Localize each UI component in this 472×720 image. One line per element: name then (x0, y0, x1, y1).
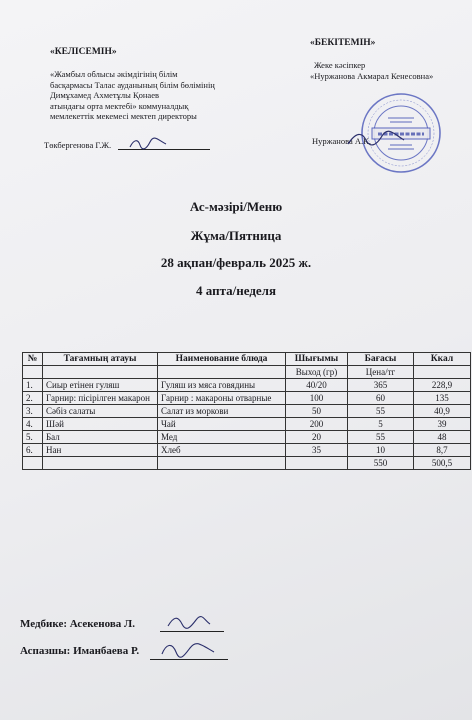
table-header-row (23, 353, 471, 366)
agreed-line: мемлекеттік мекемесі мектеп директоры (50, 111, 197, 121)
col-header-yield: Шығымы (286, 353, 348, 366)
col-header-number: № (23, 353, 43, 366)
table-row: 1. Сиыр етінен гуляш Гуляш из мяса говядины 40/20 365 228,9 (23, 379, 471, 392)
table-row: 2. Гарнир: пісірілген макарон Гарнир : макароны отварные 100 60 135 (23, 392, 471, 405)
cook-signature-icon (160, 640, 216, 660)
menu-table (22, 352, 471, 470)
agreed-org-text (50, 69, 280, 122)
subheader-yield: Выход (гр) (286, 366, 348, 379)
col-header-dish-ru: Наименование блюда (158, 353, 286, 366)
approved-heading: «БЕКІТЕМІН» (310, 38, 376, 48)
agreed-line: Димұхамед Ахметұлы Қонаев (50, 90, 159, 100)
agreed-line: басқармасы Талас ауданының білім бөлімінің (50, 79, 215, 90)
approver-signature-icon (346, 128, 406, 150)
col-header-dish-kz: Тағамның атауы (43, 353, 158, 366)
nurse-signature-icon (166, 614, 212, 632)
cook-signature-name: Аспазшы: Иманбаева Р. (20, 645, 140, 657)
col-header-price: Бағасы (348, 353, 414, 366)
nurse-signature-name: Медбике: Асекенова Л. (20, 618, 135, 630)
day-title: Жұма/Пятница (190, 228, 282, 243)
director-signature-icon (128, 136, 168, 152)
subheader-price: Цена/тг (348, 366, 414, 379)
menu-title: Ас-мәзірі/Меню (189, 199, 283, 214)
approved-name: «Нуржанова Акмарал Кенесовна» (310, 71, 434, 81)
director-signature-name: Төкбергенова Г.Ж. (44, 140, 112, 150)
table-row: 3. Сәбіз салаты Салат из моркови 50 55 40,9 (23, 405, 471, 418)
table-row: 6. Нан Хлеб 35 10 8,7 (23, 444, 471, 457)
date-title: 28 ақпан/февраль 2025 ж. (160, 255, 312, 270)
approver-signature-name: Нуржанова А.К. (312, 136, 371, 146)
total-price: 550 (348, 457, 414, 470)
agreed-line: атындағы орта мектебі» коммуналдық (50, 100, 189, 111)
col-header-kcal: Ккал (414, 353, 471, 366)
table-row: 4. Шәй Чай 200 5 39 (23, 418, 471, 431)
table-total-row (23, 457, 471, 470)
table-row: 5. Бал Мед 20 55 48 (23, 431, 471, 444)
approved-title: Жеке кәсіпкер (314, 60, 366, 70)
table-subheader-row (23, 366, 471, 379)
week-title: 4 апта/неделя (196, 283, 276, 298)
total-kcal: 500,5 (414, 457, 471, 470)
agreed-line: «Жамбыл облысы әкімдігінің білім (50, 69, 178, 79)
agreed-heading: «КЕЛІСЕМІН» (50, 47, 117, 57)
